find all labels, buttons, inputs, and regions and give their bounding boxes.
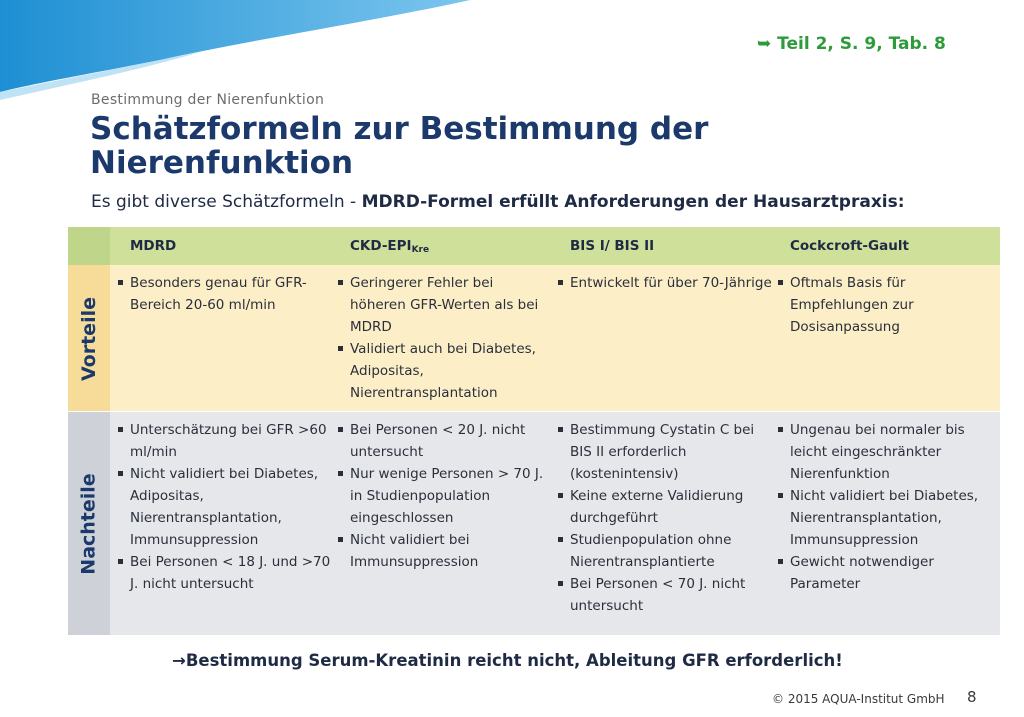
column-header-ckd-epi — [350, 238, 429, 254]
lead-bold: MDRD-Formel erfüllt Anforderungen der Hausarztpraxis: — [361, 192, 905, 212]
list-item: Besonders genau für GFR-Bereich 20-60 ml/min — [117, 272, 332, 316]
lead-text — [91, 192, 991, 212]
list-item: Nicht validiert bei Immunsuppression — [337, 529, 552, 573]
list-item: Validiert auch bei Diabetes, Adipositas, Nierentransplantation — [337, 338, 552, 404]
list-item: Nicht validiert bei Diabetes, Nierentransplantation, Immunsuppression — [777, 485, 992, 551]
cell-pros-mdrd — [117, 272, 332, 316]
slide-title: Schätzformeln zur Bestimmung der Nierenfunktion — [90, 111, 709, 181]
list-item: Ungenau bei normaler bis leicht eingeschränkter Nierenfunktion — [777, 419, 992, 485]
column-header-bis — [570, 238, 654, 254]
conclusion-text: →Bestimmung Serum-Kreatinin reicht nicht, Ableitung GFR erforderlich! — [172, 651, 843, 670]
list-item: Bei Personen < 18 J. und >70 J. nicht untersucht — [117, 551, 332, 595]
column-header-label: Cockcroft-Gault — [790, 238, 909, 254]
cell-cons-bis — [557, 419, 772, 617]
cell-cons-cockcroft-gault — [777, 419, 992, 595]
reference-link: ➥ Teil 2, S. 9, Tab. 8 — [757, 34, 946, 54]
list-item: Oftmals Basis für Empfehlungen zur Dosisanpassung — [777, 272, 992, 338]
bullet-list — [117, 419, 332, 595]
list-item: Bei Personen < 20 J. nicht untersucht — [337, 419, 552, 463]
bullet-list — [557, 419, 772, 617]
cell-pros-bis — [557, 272, 772, 294]
comparison-table — [68, 227, 1000, 635]
column-header-cockcroft-gault — [790, 238, 909, 254]
copyright-notice: © 2015 AQUA-Institut GmbH — [772, 692, 945, 706]
bullet-list — [337, 272, 552, 404]
lead-plain: Es gibt diverse Schätzformeln - — [91, 192, 362, 212]
column-header-label: MDRD — [130, 238, 177, 254]
list-item: Unterschätzung bei GFR >60 ml/min — [117, 419, 332, 463]
row-label-text: Nachteile — [78, 472, 100, 575]
column-header-label: BIS I/ BIS II — [570, 238, 655, 254]
bullet-list — [777, 272, 992, 338]
list-item: Studienpopulation ohne Nierentransplantierte — [557, 529, 772, 573]
bullet-list — [117, 272, 332, 316]
column-header-label: CKD-EPI — [350, 238, 412, 254]
bullet-list — [777, 419, 992, 595]
column-header-subscript: Kre — [411, 245, 430, 255]
table-header-row — [68, 227, 1000, 265]
list-item: Gewicht notwendiger Parameter — [777, 551, 992, 595]
row-vorteile — [68, 265, 1000, 412]
cell-cons-ckd-epi — [337, 419, 552, 573]
list-item: Bestimmung Cystatin C bei BIS II erforderlich (kostenintensiv) — [557, 419, 772, 485]
slide-subtitle: Bestimmung der Nierenfunktion — [91, 92, 325, 108]
row-label-nachteile — [68, 412, 110, 635]
row-label-vorteile — [68, 265, 110, 412]
list-item: Geringerer Fehler bei höheren GFR-Werten als bei MDRD — [337, 272, 552, 338]
list-item: Keine externe Validierung durchgeführt — [557, 485, 772, 529]
decorative-wave — [0, 0, 480, 100]
cell-cons-mdrd — [117, 419, 332, 595]
bullet-list — [557, 272, 772, 294]
list-item: Bei Personen < 70 J. nicht untersucht — [557, 573, 772, 617]
list-item: Nicht validiert bei Diabetes, Adipositas, Nierentransplantation, Immunsuppression — [117, 463, 332, 551]
row-nachteile — [68, 412, 1000, 635]
list-item: Nur wenige Personen > 70 J. in Studienpopulation eingeschlossen — [337, 463, 552, 529]
bullet-list — [337, 419, 552, 573]
header-corner — [68, 227, 110, 265]
cell-pros-ckd-epi — [337, 272, 552, 404]
page-number: 8 — [967, 688, 977, 706]
row-label-text: Vorteile — [78, 296, 101, 381]
list-item: Entwickelt für über 70-Jährige — [557, 272, 772, 294]
column-header-mdrd — [130, 238, 176, 254]
cell-pros-cockcroft-gault — [777, 272, 992, 338]
